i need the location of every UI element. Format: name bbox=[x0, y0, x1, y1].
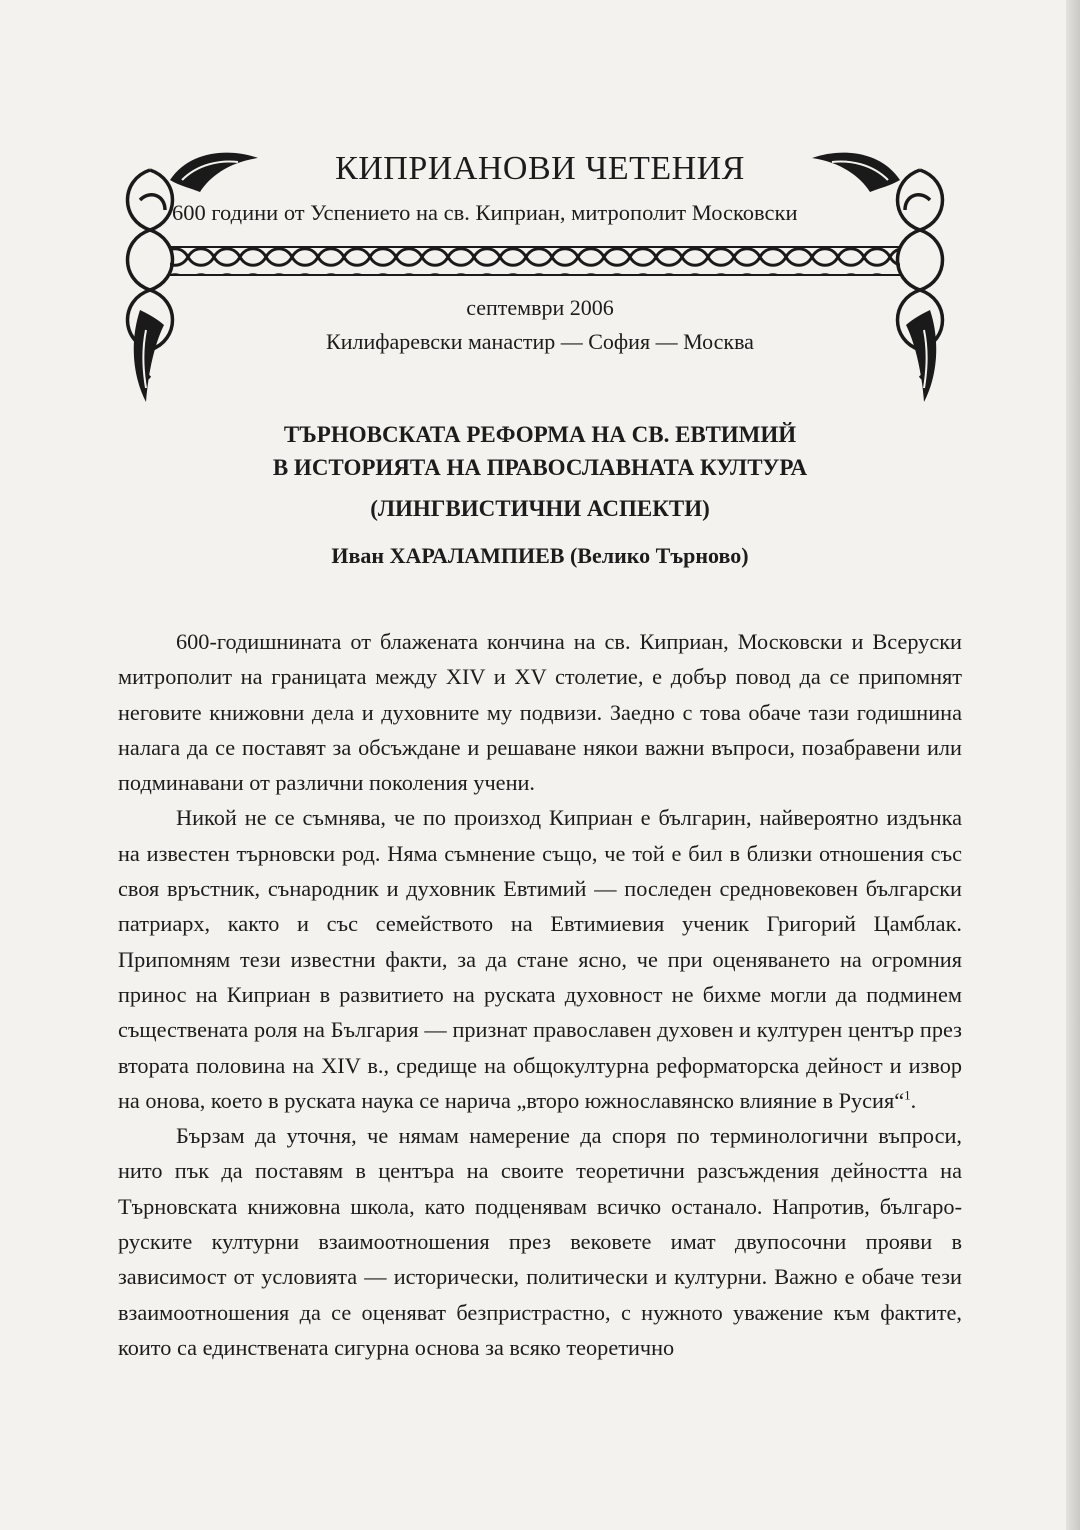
body-paragraph-2 bbox=[118, 800, 962, 1118]
article-title-line-2: В ИСТОРИЯТА НА ПРАВОСЛАВНАТА КУЛТУРА bbox=[272, 455, 808, 480]
body-paragraph-3: Бързам да уточня, че нямам намерение да споря по терминологични въпроси, нито пък да поставям в центъра на своите теоретични разсъждения дейността на Търновската книжовна школа, като подценявам всичко останало. Напротив, българо-руските културни взаимоотношения през вековете имат двупосочни прояви в зависимост от условията — исторически, политически и културни. Важно е обаче тези взаимоотношения да се оценяват безпристрастно, с нужното уважение към фактите, които са единствената сигурна основа за всяко теоретично bbox=[118, 1123, 962, 1360]
series-subtitle: 600 години от Успението на св. Киприан, митрополит Московски bbox=[172, 200, 798, 225]
footnote-marker[interactable]: 1 bbox=[904, 1087, 911, 1103]
right-leaf-bottom-ornament bbox=[906, 310, 936, 402]
body-paragraph-2-end: . bbox=[910, 1087, 917, 1113]
body-paragraph-2-text: Никой не се съмнява, че по произход Киприан е българин, найвероятно издънка на известен търновски род. Няма съмнение също, че той е бил в близки отношения със своя връстник, сънародник и духовник Евтимий — последен средновековен български патриарх, както и със семейството на Евтимиевия ученик Григорий Цамблак. Припомням тези известни факти, за да стане ясно, че при оценяването на огромния принос на Киприан в развитието на руската духовност не бихме могли да подминем съществената роля на България — признат православен духовен и културен център през втората половина на XIV в., средище на общокултурна реформаторска дейност и извор на онова, което в руската наука се нарича „второ южнославянско влияние в Русия“ bbox=[118, 805, 962, 1113]
braid-band bbox=[170, 248, 900, 274]
body-paragraph-1: 600-годишнината от блажената кончина на св. Киприан, Московски и Всеруски митрополит на границата между XIV и XV столетие, е добър повод да се припомнят неговите книжовни дела и духовните му подвизи. Заедно с това обаче тази годишнина налага да се поставят за обсъждане и решаване някои важни въпроси, позабравени или подминавани от различни поколения учени. bbox=[118, 629, 962, 796]
author-line: Иван ХАРАЛАМПИЕВ (Велико Търново) bbox=[331, 543, 749, 568]
series-places: Килифаревски манастир — София — Москва bbox=[326, 329, 754, 354]
article-body bbox=[118, 624, 962, 1365]
article-title-line-1: ТЪРНОВСКАТА РЕФОРМА НА СВ. ЕВТИМИЙ bbox=[283, 422, 797, 447]
article-subtitle: (ЛИНГВИСТИЧНИ АСПЕКТИ) bbox=[370, 496, 710, 521]
article-title bbox=[150, 418, 930, 484]
left-leaf-bottom-ornament bbox=[134, 310, 164, 402]
page-edge bbox=[1066, 0, 1080, 1530]
series-date: септември 2006 bbox=[466, 295, 614, 320]
series-title: КИПРИАНОВИ ЧЕТЕНИЯ bbox=[335, 150, 745, 187]
